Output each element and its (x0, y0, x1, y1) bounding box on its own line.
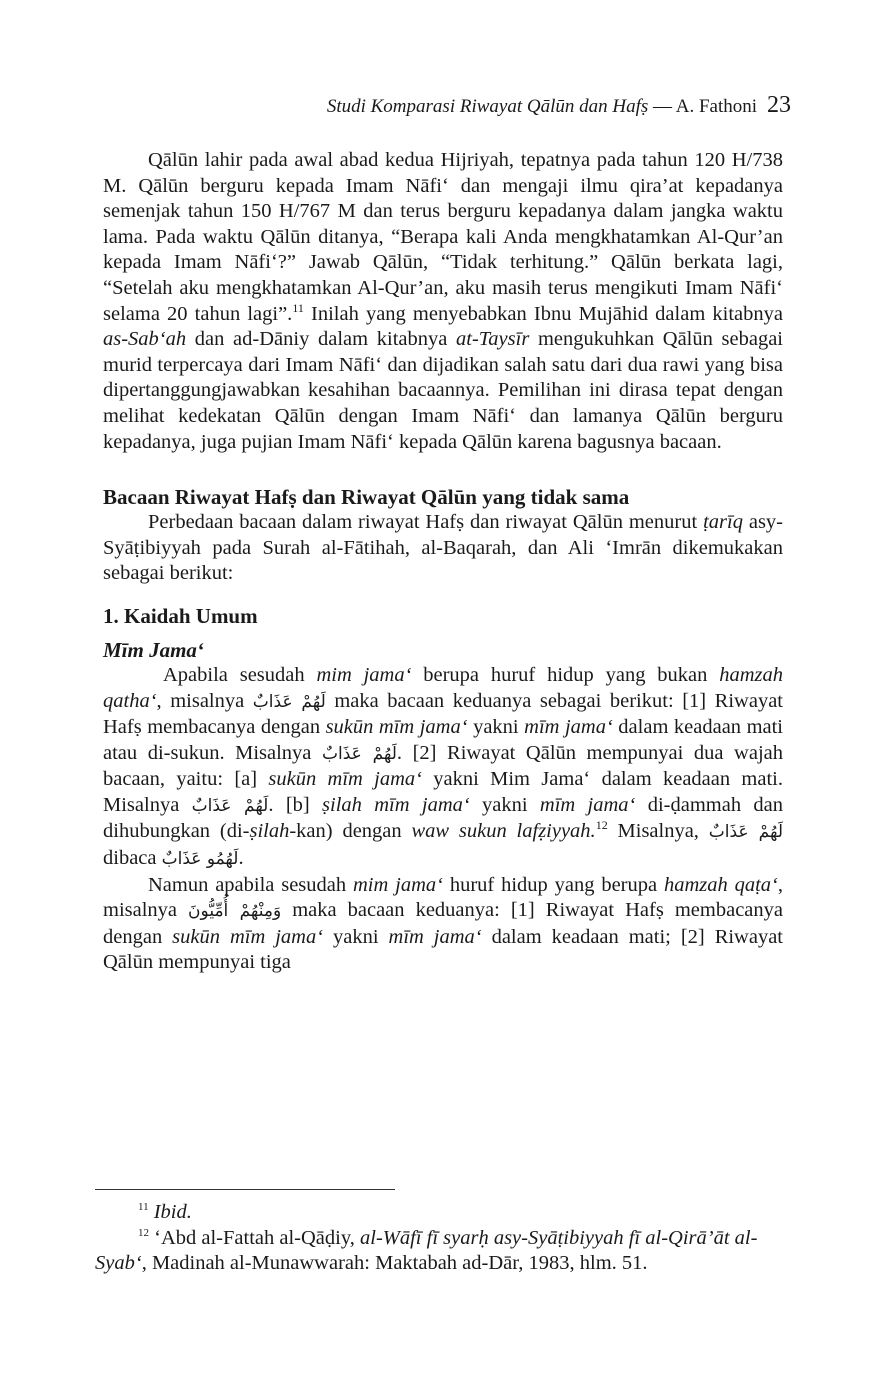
footnote-text: ‘Abd al-Fattah al-Qāḍiy, (154, 1226, 361, 1249)
text-run: -kan) dengan (289, 820, 412, 843)
text-run: , misalnya (103, 873, 783, 922)
text-run: yakni (467, 716, 525, 739)
text-run: . (238, 847, 244, 870)
text-run: , misalnya (156, 689, 253, 712)
footnote-number: 12 (138, 1226, 149, 1239)
text-run: dibaca (103, 847, 162, 870)
text-run: di-ḍammah dan dihubungkan (di- (103, 793, 783, 843)
text-run: huruf hidup yang berupa (442, 873, 664, 896)
italic-term: sukūn mīm jama‘ (268, 768, 422, 791)
text-run: Namun apabila sesudah (148, 873, 353, 896)
text-run: maka bacaan keduanya: [1] Riwayat Hafṣ membacanya dengan (103, 899, 783, 948)
paragraph-section-intro (103, 510, 783, 587)
text-run: asy-Syāṭibiyyah pada Surah al-Fātihah, al-Baqarah, dan Ali ‘Imrān dikemukakan sebagai berikut: (103, 511, 784, 585)
italic-term: mīm jama‘ (388, 925, 482, 948)
arabic-text: لَهُمْ عَذَابٌ (191, 795, 269, 816)
subsection-heading-mim-jama: Mīm Jama‘ (103, 637, 204, 662)
text-run: maka bacaan keduanya sebagai berikut: [1] Riwayat Hafṣ membacanya dengan (103, 689, 783, 739)
arabic-text: لَهُمْ عَذَابٌ (708, 822, 783, 843)
italic-term: ṣilah mīm jama‘ (322, 793, 470, 816)
header-author: A. Fathoni (675, 96, 757, 117)
italic-term: mim jama‘ (353, 873, 443, 896)
footnote-ref-12: 12 (595, 818, 608, 833)
italic-term: hamzah qatha‘ (103, 663, 783, 712)
italic-term: ṣilah (249, 820, 290, 843)
page-number: 23 (767, 92, 791, 118)
paragraph-mim-jama-1 (103, 663, 783, 873)
footnote-text: , Madinah al-Munawwarah: Maktabah ad-Dār, 1983, hlm. 51. (141, 1252, 648, 1275)
body-text (103, 148, 783, 976)
text-run: yakni Mim Jama‘ dalam keadaan mati. Misalnya (103, 768, 783, 816)
footnote-ref-11: 11 (292, 300, 304, 315)
text-run: berupa huruf hidup yang bukan (411, 663, 720, 686)
text-run: . [2] Riwayat Qālūn mempunyai dua wajah bacaan, yaitu: [a] (103, 741, 783, 791)
italic-term: hamzah qaṭa‘ (663, 873, 778, 896)
footnotes (95, 1200, 785, 1277)
arabic-text: لَهُمْ عَذَابٌ (252, 691, 326, 712)
paragraph-qalun-bio (103, 148, 783, 455)
text-run: dalam keadaan mati atau di-sukun. Misalnya (103, 716, 784, 764)
italic-term: ṭarīq (703, 511, 743, 534)
header-separator: — (648, 96, 676, 117)
footnote-number: 11 (138, 1201, 149, 1214)
italic-term: waw sukun lafẓiyyah. (411, 820, 596, 843)
text-run: Apabila sesudah (163, 663, 317, 686)
footnote-text: Ibid. (153, 1201, 192, 1223)
arabic-text: لَهُمْ عَذَابٌ (321, 743, 397, 764)
header-title: Studi Komparasi Riwayat Qālūn dan Hafṣ (326, 96, 649, 117)
text-run: Qālūn lahir pada awal abad kedua Hijriyah, tepatnya pada tahun 120 H/738 M. Qālūn berguru kepada Imam Nāfi‘ dan mengaji ilmu qira’at kepadanya semenjak tahun 150 H/767 M dan terus berguru kepadanya dalam jangka waktu lama. Pada waktu Qālūn ditanya, “Berapa kali Anda mengkhatamkan Al-Qur’an kepada Imam Nāfi‘?” Jawab Qālūn, “Tidak terhitung.” Qālūn berkata lagi, “Setelah aku mengkhatamkan Al-Qur’an, aku masih terus mengikuti Imam Nāfi‘ selama 20 tahun lagi”. (103, 149, 783, 325)
italic-term: mīm jama‘ (539, 793, 636, 816)
text-run: dalam keadaan mati; [2] Riwayat Qālūn mempunyai tiga (103, 925, 784, 974)
text-run: . [b] (268, 793, 323, 816)
italic-term: as-Sab‘ah (103, 328, 187, 351)
italic-term: sukūn mīm jama‘ (172, 925, 324, 948)
text-run: Inilah yang menyebabkan Ibnu Mujāhid dalam kitabnya (303, 302, 783, 325)
section-heading: Bacaan Riwayat Hafṣ dan Riwayat Qālūn yang tidak sama (103, 485, 630, 510)
text-run: dan ad-Dāniy dalam kitabnya (186, 328, 456, 351)
footnote-12 (95, 1226, 785, 1277)
text-run: mengukuhkan Qālūn sebagai murid terpercaya dari Imam Nāfi‘ dan dijadikan salah satu dari dua rawi yang bisa dipertanggungjawabkan kesahihan bacaannya. Pemilihan ini dirasa tepat dengan melihat kedekatan Qālūn dengan Imam Nāfi‘ dan lamanya Qālūn berguru kepadanya, juga pujian Imam Nāfi‘ kepada Qālūn karena bagusnya bacaan. (103, 328, 783, 453)
footnote-11 (95, 1200, 785, 1226)
paragraph-mim-jama-2 (103, 873, 783, 976)
italic-term: at-Taysīr (456, 328, 530, 351)
footnote-divider (95, 1189, 395, 1190)
running-header (327, 92, 791, 119)
italic-term: mim jama‘ (316, 663, 412, 686)
text-run: yakni (323, 925, 389, 948)
text-run: Misalnya, (607, 820, 709, 843)
text-run: yakni (469, 793, 540, 816)
text-run: Perbedaan bacaan dalam riwayat Hafṣ dan riwayat Qālūn menurut (148, 511, 704, 534)
italic-term: sukūn mīm jama‘ (325, 716, 468, 739)
subsection-heading-kaidah-umum: 1. Kaidah Umum (103, 603, 258, 628)
footnote-book-title: al-Wāfī fī syarḥ asy-Syāṭibiyyah fī al-Qirā’āt al-Syab‘ (95, 1226, 758, 1275)
italic-term: mīm jama‘ (524, 716, 613, 739)
arabic-text: لَهُمُو عَذَابٌ (161, 849, 239, 870)
arabic-text: وَمِنْهُمْ أُمِّيُّونَ (188, 901, 282, 922)
